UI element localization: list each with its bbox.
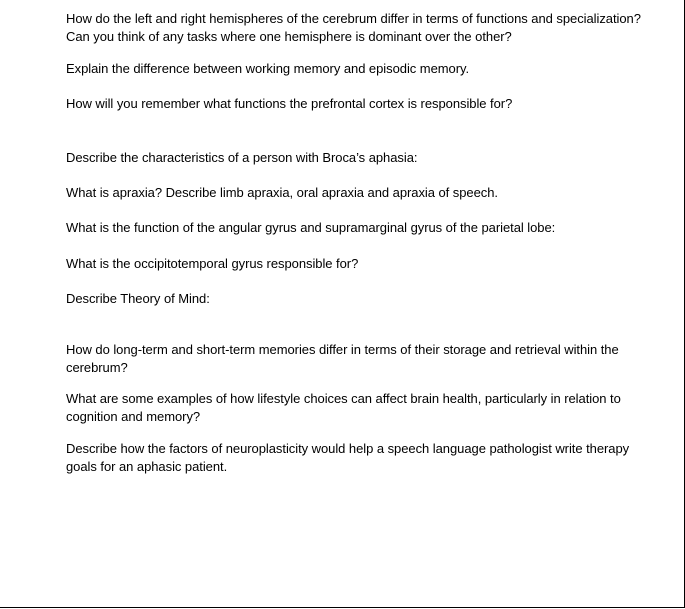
question-occipitotemporal-gyrus: What is the occipitotemporal gyrus responsible for? (66, 256, 359, 271)
question-theory-of-mind: Describe Theory of Mind: (66, 291, 210, 306)
question-long-short-term-memory: How do long-term and short-term memories differ in terms of their storage and retrieval within the cerebrum? (66, 342, 619, 375)
question-brocas-aphasia: Describe the characteristics of a person with Broca’s aphasia: (66, 150, 418, 165)
question-hemispheres: How do the left and right hemispheres of the cerebrum differ in terms of functions and specialization? Can you think of any tasks where one hemisphere is dominant over the other? (66, 11, 641, 44)
question-apraxia: What is apraxia? Describe limb apraxia, oral apraxia and apraxia of speech. (66, 185, 498, 200)
question-prefrontal-cortex: How will you remember what functions the prefrontal cortex is responsible for? (66, 96, 513, 111)
question-working-vs-episodic-memory: Explain the difference between working memory and episodic memory. (66, 61, 470, 76)
question-neuroplasticity-therapy-goals: Describe how the factors of neuroplasticity would help a speech language pathologist write therapy goals for an aphasic patient. (66, 441, 630, 474)
question-lifestyle-brain-health: What are some examples of how lifestyle choices can affect brain health, particularly in relation to cognition and memory? (66, 391, 621, 424)
question-angular-supramarginal-gyrus: What is the function of the angular gyrus and supramarginal gyrus of the parietal lobe: (66, 220, 556, 235)
